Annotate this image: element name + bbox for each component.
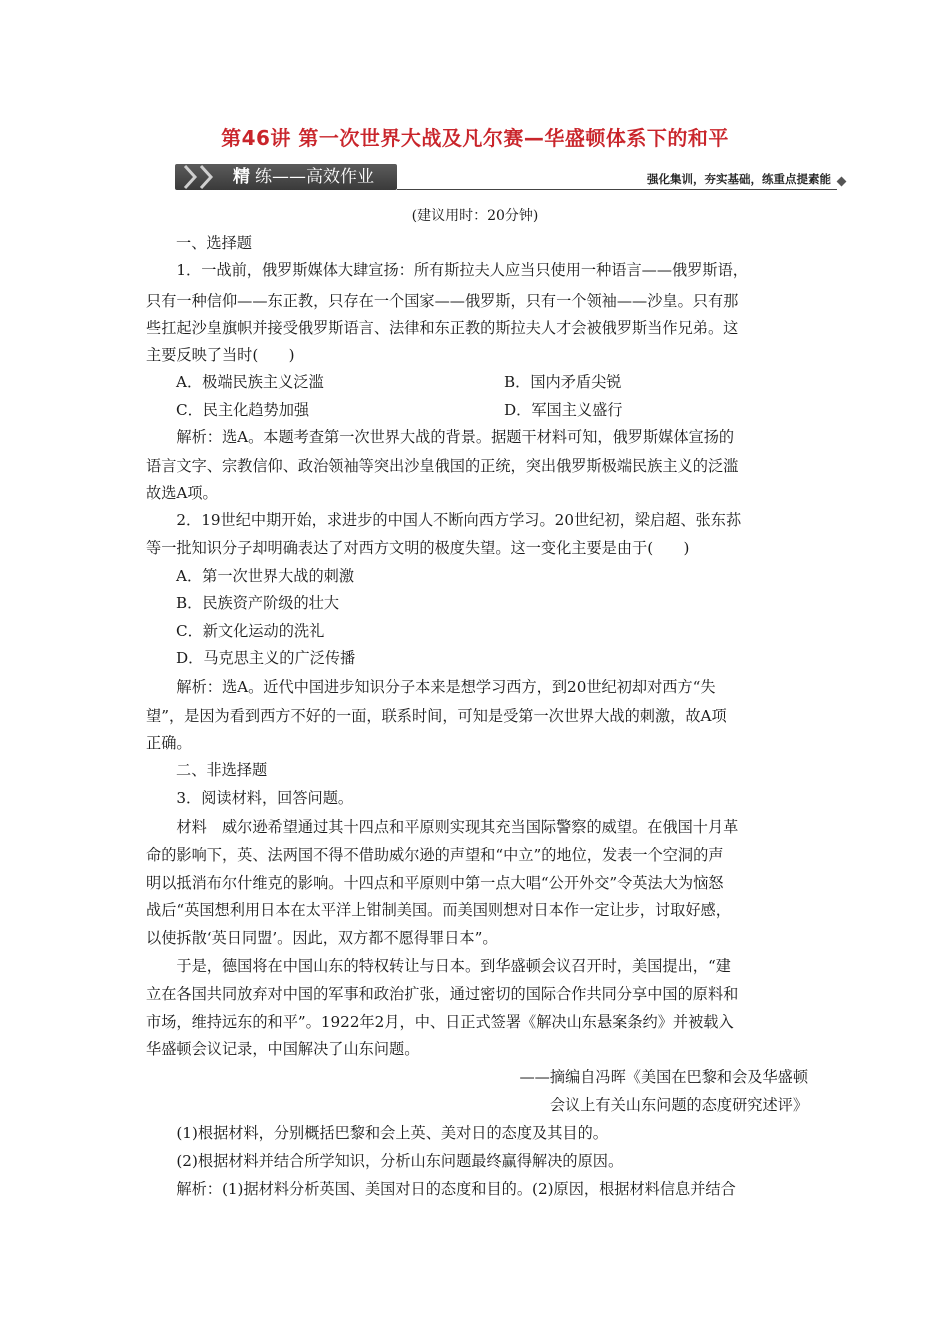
q2-analysis-line: 正确。 xyxy=(146,734,192,752)
q2-analysis-line: 望”，是因为看到西方不好的一面，联系时间，可知是受第一次世界大战的刺激，故A项 xyxy=(146,707,727,725)
q3-material-line: 以使拆散‘英日同盟’。因此，双方都不愿得罪日本”。 xyxy=(146,929,498,947)
diamond-icon xyxy=(837,177,847,187)
q1-option-b: B．国内矛盾尖锐 xyxy=(504,373,622,391)
q1-stem-line: 主要反映了当时( ) xyxy=(146,346,295,364)
q1-stem-line: 只有一种信仰——东正教，只存在一个国家——俄罗斯，只有一个领袖——沙皇。只有那 xyxy=(146,292,739,310)
chevron-right-icon xyxy=(195,160,219,194)
q3-material-line: 命的影响下，英、法两国不得不借助威尔逊的声望和“中立”的地位，发表一个空洞的声 xyxy=(146,846,724,864)
q3-subquestion-1: (1)根据材料，分别概括巴黎和会上英、美对日的态度及其目的。 xyxy=(146,1124,608,1142)
section-heading-nonchoice: 二、非选择题 xyxy=(176,761,268,779)
q3-source-line: ——摘编自冯晖《美国在巴黎和会及华盛顿 xyxy=(519,1068,808,1086)
q1-option-d: D．军国主义盛行 xyxy=(504,401,623,419)
q2-option-c: C．新文化运动的洗礼 xyxy=(176,622,325,640)
section-heading-choice: 一、选择题 xyxy=(176,234,252,252)
q3-intro: 3．阅读材料，回答问题。 xyxy=(146,789,354,807)
q1-analysis-line: 语言文字、宗教信仰、政治领袖等突出沙皇俄国的正统，突出俄罗斯极端民族主义的泛滥 xyxy=(146,457,739,475)
q3-analysis-line: 解析：(1)据材料分析英国、美国对日的态度和目的。(2)原因，根据材料信息并结合 xyxy=(146,1180,736,1198)
q2-option-b: B．民族资产阶级的壮大 xyxy=(176,594,340,612)
q2-option-a: A．第一次世界大战的刺激 xyxy=(176,567,355,585)
q1-option-a: A．极端民族主义泛滥 xyxy=(176,373,324,391)
q2-stem-line: 2．19世纪中期开始，求进步的中国人不断向西方学习。20世纪初，梁启超、张东荪 xyxy=(146,511,742,529)
q1-analysis-line: 故选A项。 xyxy=(146,484,218,502)
q2-stem-line: 等一批知识分子却明确表达了对西方文明的极度失望。这一变化主要是由于( ) xyxy=(146,539,690,557)
q2-analysis-line: 解析：选A。近代中国进步知识分子本来是想学习西方，到20世纪初却对西方“失 xyxy=(146,678,716,696)
q3-material-line: 立在各国共同放弃对中国的军事和政治扩张，通过密切的国际合作共同分享中国的原料和 xyxy=(146,985,739,1003)
q1-stem-line: 些扛起沙皇旗帜并接受俄罗斯语言、法律和东正教的斯拉夫人才会被俄罗斯当作兄弟。这 xyxy=(146,319,739,337)
banner-char-jing: 精 xyxy=(233,167,250,187)
q3-material-line: 战后“英国想利用日本在太平洋上钳制美国。而美国则想对日本作一定让步，讨取好感， xyxy=(146,901,731,919)
banner-subtitle: ——高效作业 xyxy=(272,167,374,187)
q3-material-line: 于是，德国将在中国山东的特权转让与日本。到华盛顿会议召开时，美国提出，“建 xyxy=(146,957,731,975)
banner-rule xyxy=(397,189,837,190)
q3-material-line: 材料 威尔逊希望通过其十四点和平原则实现其充当国际警察的威望。在俄国十月革 xyxy=(146,818,739,836)
q1-analysis-line: 解析：选A。本题考查第一次世界大战的背景。据题干材料可知，俄罗斯媒体宣扬的 xyxy=(146,428,735,446)
q1-stem-line: 1．一战前，俄罗斯媒体大肆宣扬：所有斯拉夫人应当只使用一种语言——俄罗斯语， xyxy=(146,261,748,279)
q3-subquestion-2: (2)根据材料并结合所学知识，分析山东问题最终赢得解决的原因。 xyxy=(146,1152,624,1170)
section-banner xyxy=(175,160,847,194)
q3-material-line: 市场，维持远东的和平”。1922年2月，中、日正式签署《解决山东悬案条约》并被载入 xyxy=(146,1013,734,1031)
page-title: 第46讲 第一次世界大战及凡尔赛—华盛顿体系下的和平 xyxy=(221,126,729,150)
q3-material-line: 明以抵消布尔什维克的影响。十四点和平原则中第一点大唱“公开外交”令英法大为恼怒 xyxy=(146,874,724,892)
banner-label xyxy=(233,164,374,190)
q1-option-c: C．民主化趋势加强 xyxy=(176,401,310,419)
banner-char-lian: 练 xyxy=(255,167,272,187)
q3-source-line: 会议上有关山东问题的态度研究述评》 xyxy=(549,1096,808,1114)
q3-material-line: 华盛顿会议记录，中国解决了山东问题。 xyxy=(146,1040,420,1058)
time-hint: (建议用时：20分钟) xyxy=(411,208,539,224)
banner-slogan: 强化集训，夯实基础，练重点提素能 xyxy=(647,172,831,186)
q2-option-d: D．马克思主义的广泛传播 xyxy=(176,649,356,667)
